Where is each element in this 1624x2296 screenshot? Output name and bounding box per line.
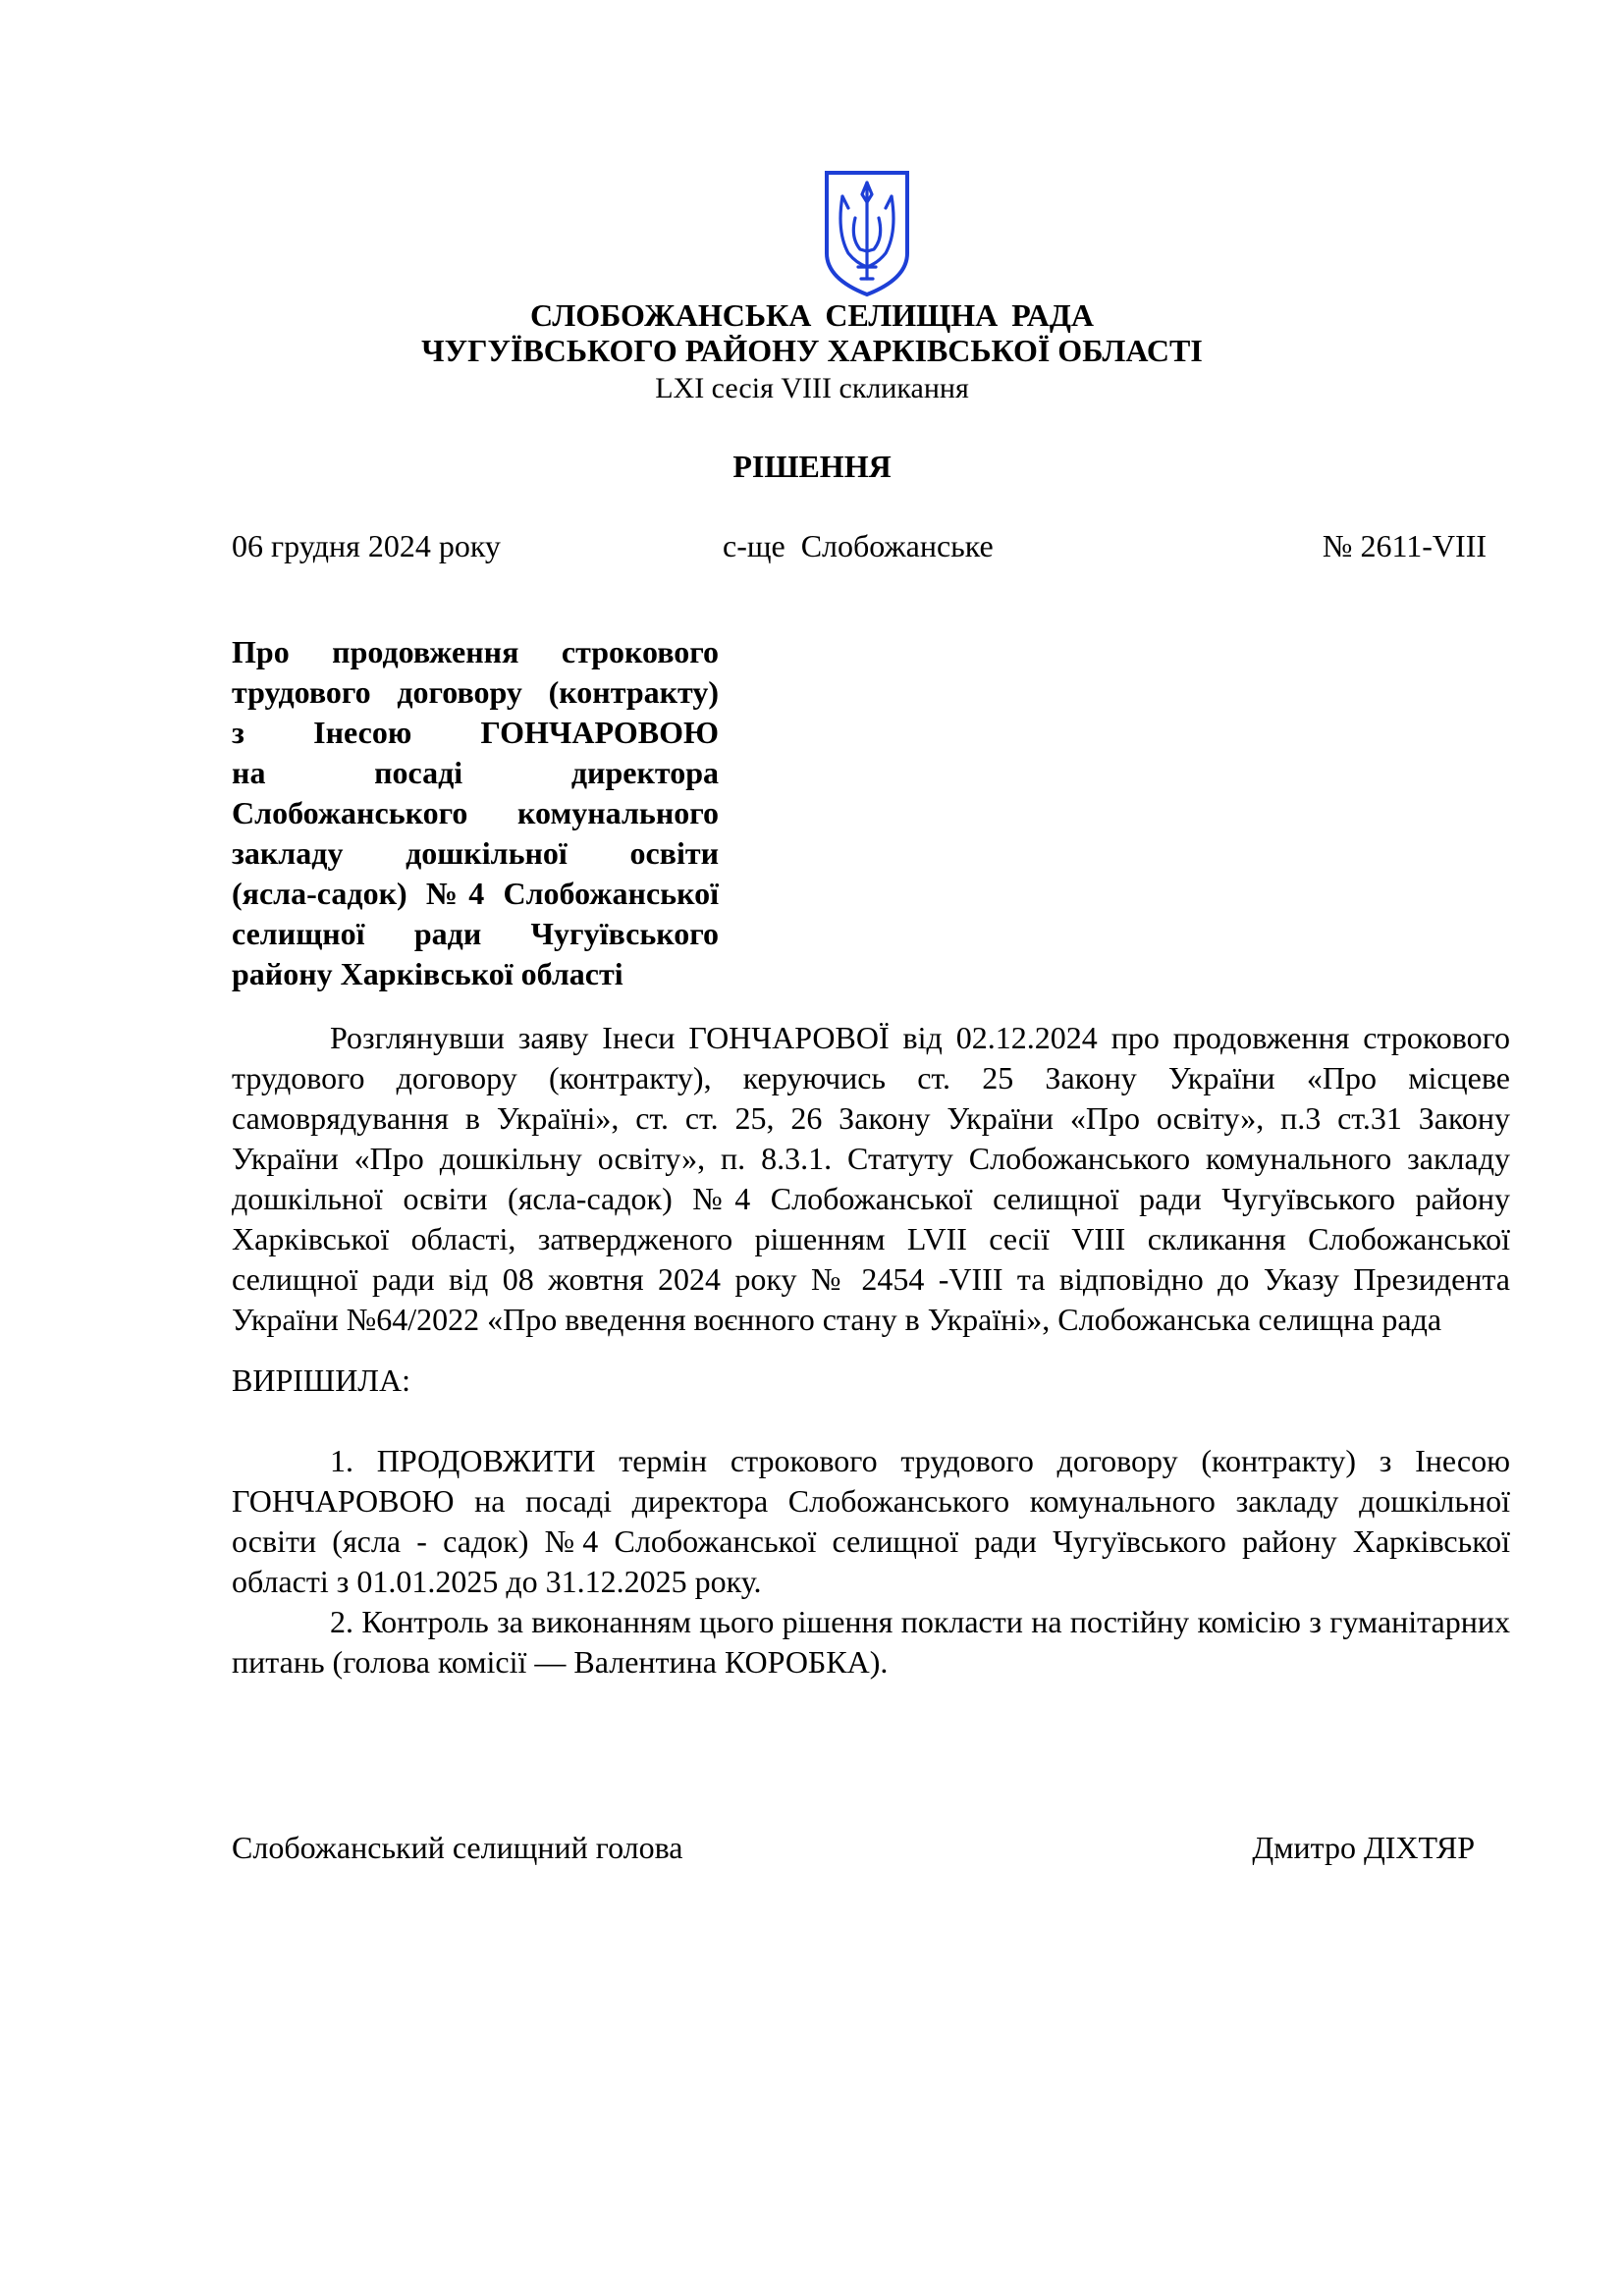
subject-line: Слобожанського комунального	[232, 795, 719, 830]
preamble-paragraph: Розглянувши заяву Інеси ГОНЧАРОВОЇ від 02.12.2024 про продовження строкового трудового договору (контракту), керуючись ст. 25 Закону України «Про місцеве самоврядування в Україні», ст. ст. 25, 26 Закону України «Про освіту», п.3 ст.31 Закону України «Про дошкільну освіту», п. 8.3.1. Статуту Слобожанського комунального закладу дошкільної освіти (ясла-садок) №4 Слобожанської селищної ради Чугуївського району Харківської області, затвердженого рішенням LVII сесії VIII скликання Слобожанської селищної ради від 08 жовтня 2024 року № 2454 -VIII та відповідно до Указу Президента України №64/2022 «Про введення воєнного стану в Україні», Слобожанська селищна рада	[232, 1020, 1510, 1337]
signatory-position: Слобожанський селищний голова	[232, 1830, 683, 1865]
decision-item: 1. ПРОДОВЖИТИ термін строкового трудового договору (контракту) з Інесою ГОНЧАРОВОЮ на посаді директора Слобожанського комунального закладу дошкільної освіти (ясла - садок) №4 Слобожанської селищної ради Чугуївського району Харківської області з 01.01.2025 до 31.12.2025 року.	[232, 1443, 1510, 1599]
document-type-title: РІШЕННЯ	[732, 449, 892, 484]
decision-subject	[232, 632, 719, 994]
council-name: СЛОБОЖАНСЬКА СЕЛИЩНА РАДА	[530, 297, 1094, 333]
document-number: № 2611-VIII	[1322, 528, 1487, 563]
decision-item: 2. Контроль за виконанням цього рішення покласти на постійну комісію з гуманітарних питань (голова комісії — Валентина КОРОБКА).	[232, 1604, 1510, 1680]
subject-line: Про продовження строкового	[232, 634, 719, 669]
subject-line: району Харківської області	[232, 956, 623, 991]
subject-line: з Інесою ГОНЧАРОВОЮ	[232, 715, 719, 750]
session-label: LXI сесія VIII скликання	[655, 372, 969, 404]
document-date: 06 грудня 2024 року	[232, 528, 501, 563]
document-place: с-ще Слобожанське	[723, 528, 994, 563]
subject-line: закладу дошкільної освіти	[232, 835, 719, 871]
subject-line: трудового договору (контракту)	[232, 674, 719, 710]
resolved-label: ВИРІШИЛА:	[232, 1362, 410, 1398]
subject-line: (ясла-садок) №4 Слобожанської	[232, 876, 719, 911]
signatory-name: Дмитро ДІХТЯР	[1252, 1830, 1475, 1865]
coat-of-arms-icon	[823, 169, 911, 298]
document-meta-row	[232, 526, 1487, 565]
subject-line: на посаді директора	[232, 755, 719, 790]
subject-line: селищної ради Чугуївського	[232, 916, 719, 951]
signature-row	[232, 1828, 1475, 1867]
district-name: ЧУГУЇВСЬКОГО РАЙОНУ ХАРКІВСЬКОЇ ОБЛАСТІ	[421, 333, 1203, 368]
